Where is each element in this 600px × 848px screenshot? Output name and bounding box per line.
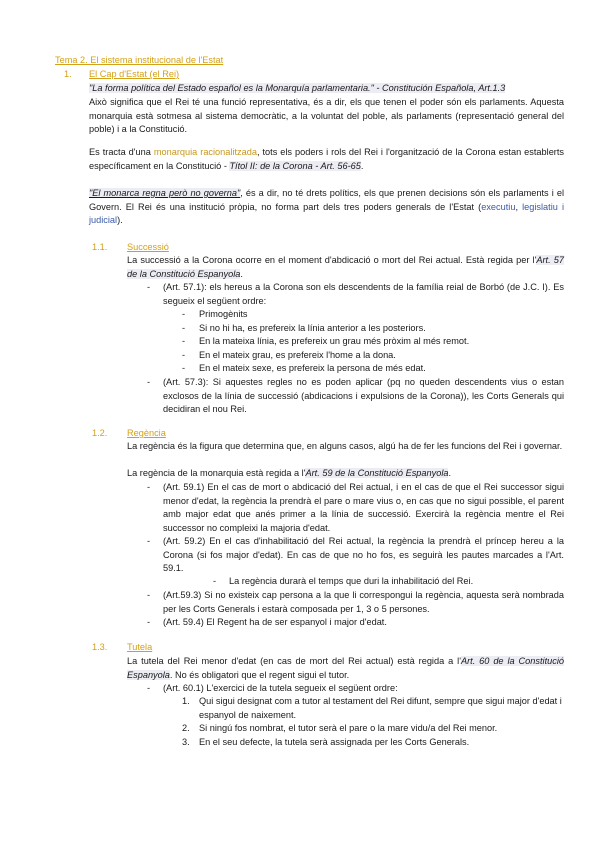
bullet-dash: - <box>147 377 151 387</box>
paragraph: La regència de la monarquia està regida a l'Art. 59 de la Constitució Espanyola. <box>127 468 452 478</box>
paragraph: La regència és la figura que determina que, en alguns casos, algú ha de fer les funcions del Rei i governar. <box>127 441 563 451</box>
sub-list-item: En el mateix sexe, es prefereix la persona de més edat. <box>199 363 426 373</box>
list-number: 2. <box>182 723 190 733</box>
numbered-item: Si ningú fos nombrat, el tutor serà el pare o la mare vidu/a del Rei menor. <box>199 723 498 733</box>
highlight-term: monarquia racionalitzada <box>153 147 257 157</box>
list-number: 1. <box>182 696 190 706</box>
list-item: (Art. 60.1) L'exercici de la tutela segueix el següent ordre: <box>163 683 398 693</box>
paragraph: Es tracta d'una monarquia racionalitzada, tots els poders i rols del Rei i l'organització de la Corona estan establerts específicament en la Constitució - Títol II: de la Corona - Art. 56-65. <box>89 147 565 171</box>
bullet-dash: - <box>182 309 186 319</box>
quote: "El monarca regna però no governa" <box>89 188 241 198</box>
numbered-item: Qui sigui designat com a tutor al testament del Rei difunt, sempre que sigui major d'edat i espanyol de naixement. <box>199 696 562 720</box>
list-item: (Art.59.3) Si no existeix cap persona a la que li correspongui la regència, aquesta serà nombrada per les Corts Generals i estarà composada per 1, 3 o 5 persones. <box>163 590 564 614</box>
sub-list-item: En el mateix grau, es prefereix l'home a la dona. <box>199 350 396 360</box>
sub-list-item: En la mateixa línia, es prefereix un grau més pròxim al més remot. <box>199 336 470 346</box>
subsection-heading: Successió <box>127 242 169 252</box>
power-term: legislatiu i judicial <box>89 201 564 226</box>
section-heading: El Cap d'Estat (el Rei) <box>89 69 180 79</box>
subsection-number: 1.1. <box>92 242 108 252</box>
list-item: (Art. 59.4) El Regent ha de ser espanyol i major d'edat. <box>163 617 387 627</box>
list-item: (Art. 57.1): els hereus a la Corona son els descendents de la família reial de Borbó (de J.C. I). Es segueix el següent ordre: <box>163 282 564 306</box>
article-reference: Art. 59 de la Constitució Espanyola <box>305 468 449 478</box>
bullet-dash: - <box>147 482 151 492</box>
document-title: Tema 2. El sistema institucional de l'Estat <box>55 55 224 65</box>
bullet-dash: - <box>147 536 151 546</box>
subsection-number: 1.2. <box>92 428 108 438</box>
article-reference: Art. 57 de la Constitució Espanyola <box>127 255 564 279</box>
paragraph: "El monarca regna però no governa", és a dir, no té drets polítics, els que prenen decisions són els parlaments i el Govern. El Rei és una institució pròpia, no forma part dels tres poders generals de l'Estat (executiu, legislatiu i judicial). <box>89 188 564 226</box>
sub-list-item: La regència durarà el temps que duri la inhabilitació del Rei. <box>229 576 474 586</box>
constitution-quote: "La forma política del Estado español es la Monarquía parlamentaria." - Constitución Española, Art.1.3 <box>89 83 506 93</box>
paragraph: La successió a la Corona ocorre en el moment d'abdicació o mort del Rei actual. Està regida per l'Art. 57 de la Constitució Espanyola. <box>127 255 564 279</box>
subsection-heading: Regència <box>127 428 166 438</box>
bullet-dash: - <box>147 282 151 292</box>
numbered-item: En el seu defecte, la tutela serà assignada per les Corts Generals. <box>199 737 470 747</box>
list-item: (Art. 59.2) En el cas d'inhabilitació del Rei actual, la regència la prendrà el príncep hereu a la Corona (si fos major d'edat). En cas de que no ho fos, es seguirà les pautes marcades a l'Art. 59.1. <box>163 536 564 574</box>
article-reference: Art. 60 de la Constitució Espanyola <box>127 656 564 680</box>
list-number: 3. <box>182 737 190 747</box>
sub-list-item: Si no hi ha, es prefereix la línia anterior a les posteriors. <box>199 323 426 333</box>
sub-list-item: Primogènits <box>199 309 248 319</box>
section-number: 1. <box>64 69 72 79</box>
bullet-dash: - <box>182 336 186 346</box>
bullet-dash: - <box>147 617 151 627</box>
bullet-dash: - <box>182 323 186 333</box>
subsection-number: 1.3. <box>92 642 108 652</box>
subsection-heading: Tutela <box>127 642 153 652</box>
article-reference: Títol II: de la Corona - Art. 56-65 <box>229 160 361 171</box>
power-term: executiu <box>481 201 516 212</box>
paragraph: Això significa que el Rei té una funció representativa, és a dir, els que tenen el poder són els parlaments. Aquesta monarquia està sotmesa al sistema democràtic, a la voluntat del poble, als parlaments (representació general del poble) i a la Constitució. <box>89 97 564 135</box>
list-item: (Art. 57.3): Si aquestes regles no es poden aplicar (pq no queden descendents vius o estan exclosos de la línia de successió (abdicacions i expulsions de la Corona)), les Corts Generals qui decidiran el nou Rei. <box>163 377 564 415</box>
bullet-dash: - <box>147 590 151 600</box>
bullet-dash: - <box>213 576 217 586</box>
list-item: (Art. 59.1) En el cas de mort o abdicació del Rei actual, i en el cas de que el Rei successor sigui menor d'edat, la regència la prendrà el pare o mare vius o, en cas que no sigui possible, el parent amb major edat que anés primer a la línia de successió. Exercirà la regència mentre el Rei successor no compleixi la majoria d'edat. <box>163 482 564 533</box>
bullet-dash: - <box>182 350 186 360</box>
bullet-dash: - <box>147 683 151 693</box>
bullet-dash: - <box>182 363 186 373</box>
paragraph: La tutela del Rei menor d'edat (en cas de mort del Rei actual) està regida a l'Art. 60 de la Constitució Espanyola. No és obligatori que el regent sigui el tutor. <box>127 656 564 680</box>
